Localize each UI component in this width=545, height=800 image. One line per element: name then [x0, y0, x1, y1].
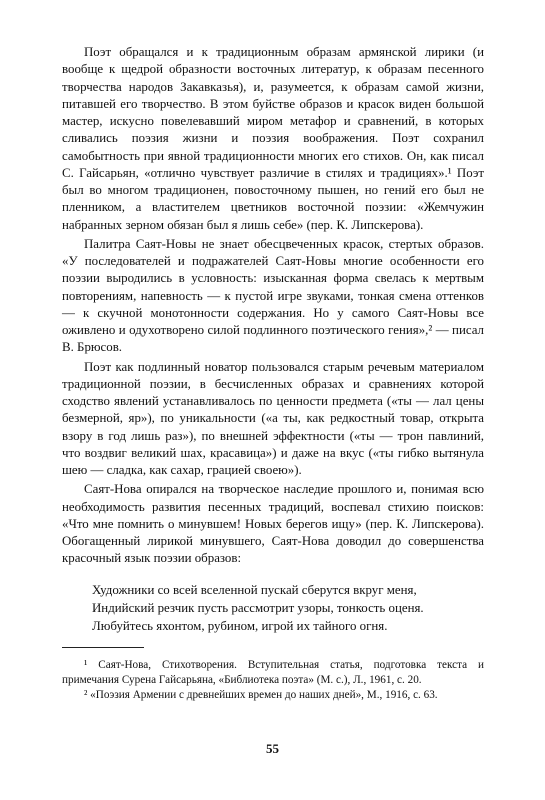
paragraph-1: Поэт обращался и к традиционным образам армянской лирики (и вообще к щедрой образности восточных литератур, к образам песенного творчества народов Закавказья), и, разумеется, к образам самой жизни, питавшей его творчество. В этом буйстве образов и красок виден большой мастер, искусно повелевавший миром метафор и сравнений, в которых сливались поэзия жизни и поэзия воображения. Поэт сохранил самобытность при явной традиционности многих его стихов. Он, как писал С. Гайсарьян, «отлично чувствует различие в стилях и традициях».¹ Поэт был во многом традиционен, повосточному пышен, но гений его был не пленником, а властителем цветников восточной поэзии: «Жемчужин набранных зерном обязан был я лишь себе» (пер. К. Липскерова).: [62, 45, 484, 232]
verse-line-3: Любуйтесь яхонтом, рубином, игрой их тайного огня.: [92, 619, 388, 633]
verse-line-1: Художники со всей вселенной пускай сберутся вкруг меня,: [92, 583, 417, 597]
verse-quote: [92, 581, 492, 635]
footnote-divider: [62, 647, 144, 648]
main-text: [62, 44, 484, 568]
paragraph-4: Саят-Нова опирался на творческое наследие прошлого и, понимая всю необходимость развития песенных традиций, воспевал стихию поисков: «Что мне помнить о минувшем! Новых берегов ищу» (пер. К. Липскерова). Обогащенный лирикой минувшего, Саят-Нова доводил до совершенства красочный язык поэзии образов:: [62, 482, 484, 566]
footnote-2: ² «Поэзия Армении с древнейших времен до наших дней», М., 1916, с. 63.: [84, 689, 438, 701]
footnote-1: ¹ Саят-Нова, Стихотворения. Вступительная статья, подготовка текста и примечания Сурена Гайсарьяна, «Библиотека поэта» (М. с.), Л., 1961, с. 20.: [62, 659, 484, 686]
footnotes: [62, 658, 484, 703]
paragraph-2: Палитра Саят-Новы не знает обесцвеченных красок, стертых образов. «У последователей и подражателей Саят-Новы многие особенности его поэзии выродились в условность: изысканная форма свелась к мертвым повторениям, напевность — к пустой игре звуками, тонкая смена оттенков — к скучной монотонности содержания. Но у самого Саят-Новы все оживлено и одухотворено силой подлинного поэтического гения»,² — писал В. Брюсов.: [62, 236, 484, 355]
page-number: 55: [266, 741, 279, 756]
paragraph-3: Поэт как подлинный новатор пользовался старым речевым материалом традиционной поэзии, в бесчисленных образах и сравнениях которой сходство явлений устанавливалось по ценности предмета («ты — лал цены безмерной, яр»), по уникальности («а ты, как редкостный товар, открыта взору в год лишь раз»), по внешней эффектности («ты — трон павлиний, что воздвиг великий шах, красавица») и даже на вкус («ты гибко вытянула шею — сладка, как сахар, грацией своею»).: [62, 359, 484, 477]
verse-line-2: Индийский резчик пусть рассмотрит узоры, тонкость оценя.: [92, 601, 424, 615]
